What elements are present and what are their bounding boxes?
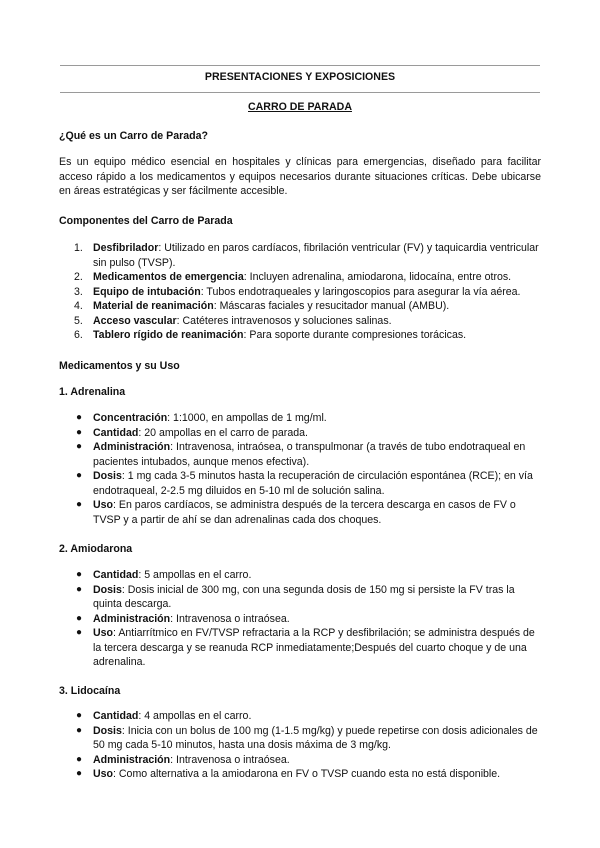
intro-paragraph: Es un equipo médico esencial en hospitales y clínicas para emergencias, diseñado para facilitar acceso rápido a los medicamentos y equipos necesarios durante situaciones críticas. Debe ubicarse en áreas estratégicas y ser fácilmente accesible. (59, 156, 541, 197)
bullet-icon: ● (76, 412, 83, 423)
list-item: 2. Medicamentos de emergencia: Incluyen adrenalina, amiodarona, lidocaína, entre otros. (74, 271, 512, 283)
bullet-icon: ● (76, 470, 83, 481)
adrenalina-list (59, 411, 541, 527)
list-item: ● Uso: Antiarrítmico en FV/TVSP refractaria a la RCP y desfibrilación; se administra después de la tercera descarga y se reanuda RCP inmediatamente;Después del cuarto choque y de una adrenalina. (76, 627, 535, 668)
components-heading: Componentes del Carro de Parada (59, 215, 233, 227)
list-item: ● Dosis: 1 mg cada 3-5 minutos hasta la recuperación de circulación espontánea (RCE); en vía endotraqueal, 2-2.5 mg diluidos en 5-10 ml de solución salina. (76, 470, 533, 497)
medications-heading: Medicamentos y su Uso (59, 360, 180, 372)
list-item: 3. Equipo de intubación: Tubos endotraqueales y laringoscopios para asegurar la vía aérea. (74, 285, 521, 298)
list-item: ● Uso: Como alternativa a la amiodarona en FV o TVSP cuando esta no está disponible. (76, 768, 501, 780)
document-subtitle: CARRO DE PARADA (248, 101, 352, 113)
list-item: 4. Material de reanimación: Máscaras faciales y resucitador manual (AMBU). (74, 300, 450, 312)
list-item: ● Concentración: 1:1000, en ampollas de 1 mg/ml. (76, 412, 327, 424)
bullet-icon: ● (76, 710, 83, 721)
bullet-icon: ● (76, 768, 83, 779)
bullet-icon: ● (76, 426, 83, 438)
bullet-icon: ● (76, 569, 83, 580)
list-item: ● Cantidad: 4 ampollas en el carro. (76, 710, 252, 722)
list-item: ● Administración: Intravenosa, intraósea, o transpulmonar (a través de tubo endotraqueal en pacientes intubados, aunque menos efectiva). (76, 441, 526, 468)
list-item: ● Dosis: Dosis inicial de 300 mg, con una segunda dosis de 150 mg si persiste la FV tras la quinta descarga. (76, 583, 515, 610)
bullet-icon: ● (76, 499, 83, 510)
list-item: ● Cantidad: 5 ampollas en el carro. (76, 569, 252, 581)
list-item: ● Cantidad: 20 ampollas en el carro de parada. (76, 426, 308, 439)
lidocaina-heading: 3. Lidocaína (59, 685, 121, 697)
bullet-icon: ● (76, 612, 83, 624)
bullet-icon: ● (76, 724, 83, 736)
bullet-icon: ● (76, 441, 83, 452)
top-rule (60, 65, 540, 66)
list-item: 6. Tablero rígido de reanimación: Para soporte durante compresiones torácicas. (74, 329, 467, 341)
list-item: ● Administración: Intravenosa o intraósea. (76, 612, 290, 625)
list-item: 1. Desfibrilador: Utilizado en paros cardíacos, fibrilación ventricular (FV) y taquicardia ventricular sin pulso (TVSP). (74, 242, 539, 269)
list-item: 5. Acceso vascular: Catéteres intravenosos y soluciones salinas. (74, 314, 392, 327)
lidocaina-list (59, 709, 541, 782)
list-item: ● Uso: En paros cardíacos, se administra después de la tercera descarga en casos de FV o TVSP y a partir de ahí se dan adrenalinas cada dos choques. (76, 499, 516, 526)
list-item: ● Dosis: Inicia con un bolus de 100 mg (1-1.5 mg/kg) y puede repetirse con dosis adicionales de 50 mg cada 5-10 minutos, hasta una dosis máxima de 3 mg/kg. (76, 724, 538, 751)
components-list (59, 241, 541, 343)
amiodarona-list (59, 568, 541, 670)
bullet-icon: ● (76, 753, 83, 765)
amiodarona-heading: 2. Amiodarona (59, 543, 133, 555)
bullet-icon: ● (76, 583, 83, 595)
header-rule (60, 92, 540, 93)
intro-question: ¿Qué es un Carro de Parada? (59, 130, 208, 142)
bullet-icon: ● (76, 627, 83, 638)
document-header-title: PRESENTACIONES Y EXPOSICIONES (204, 71, 396, 83)
list-item: ● Administración: Intravenosa o intraósea. (76, 753, 290, 766)
adrenalina-heading: 1. Adrenalina (59, 386, 126, 398)
